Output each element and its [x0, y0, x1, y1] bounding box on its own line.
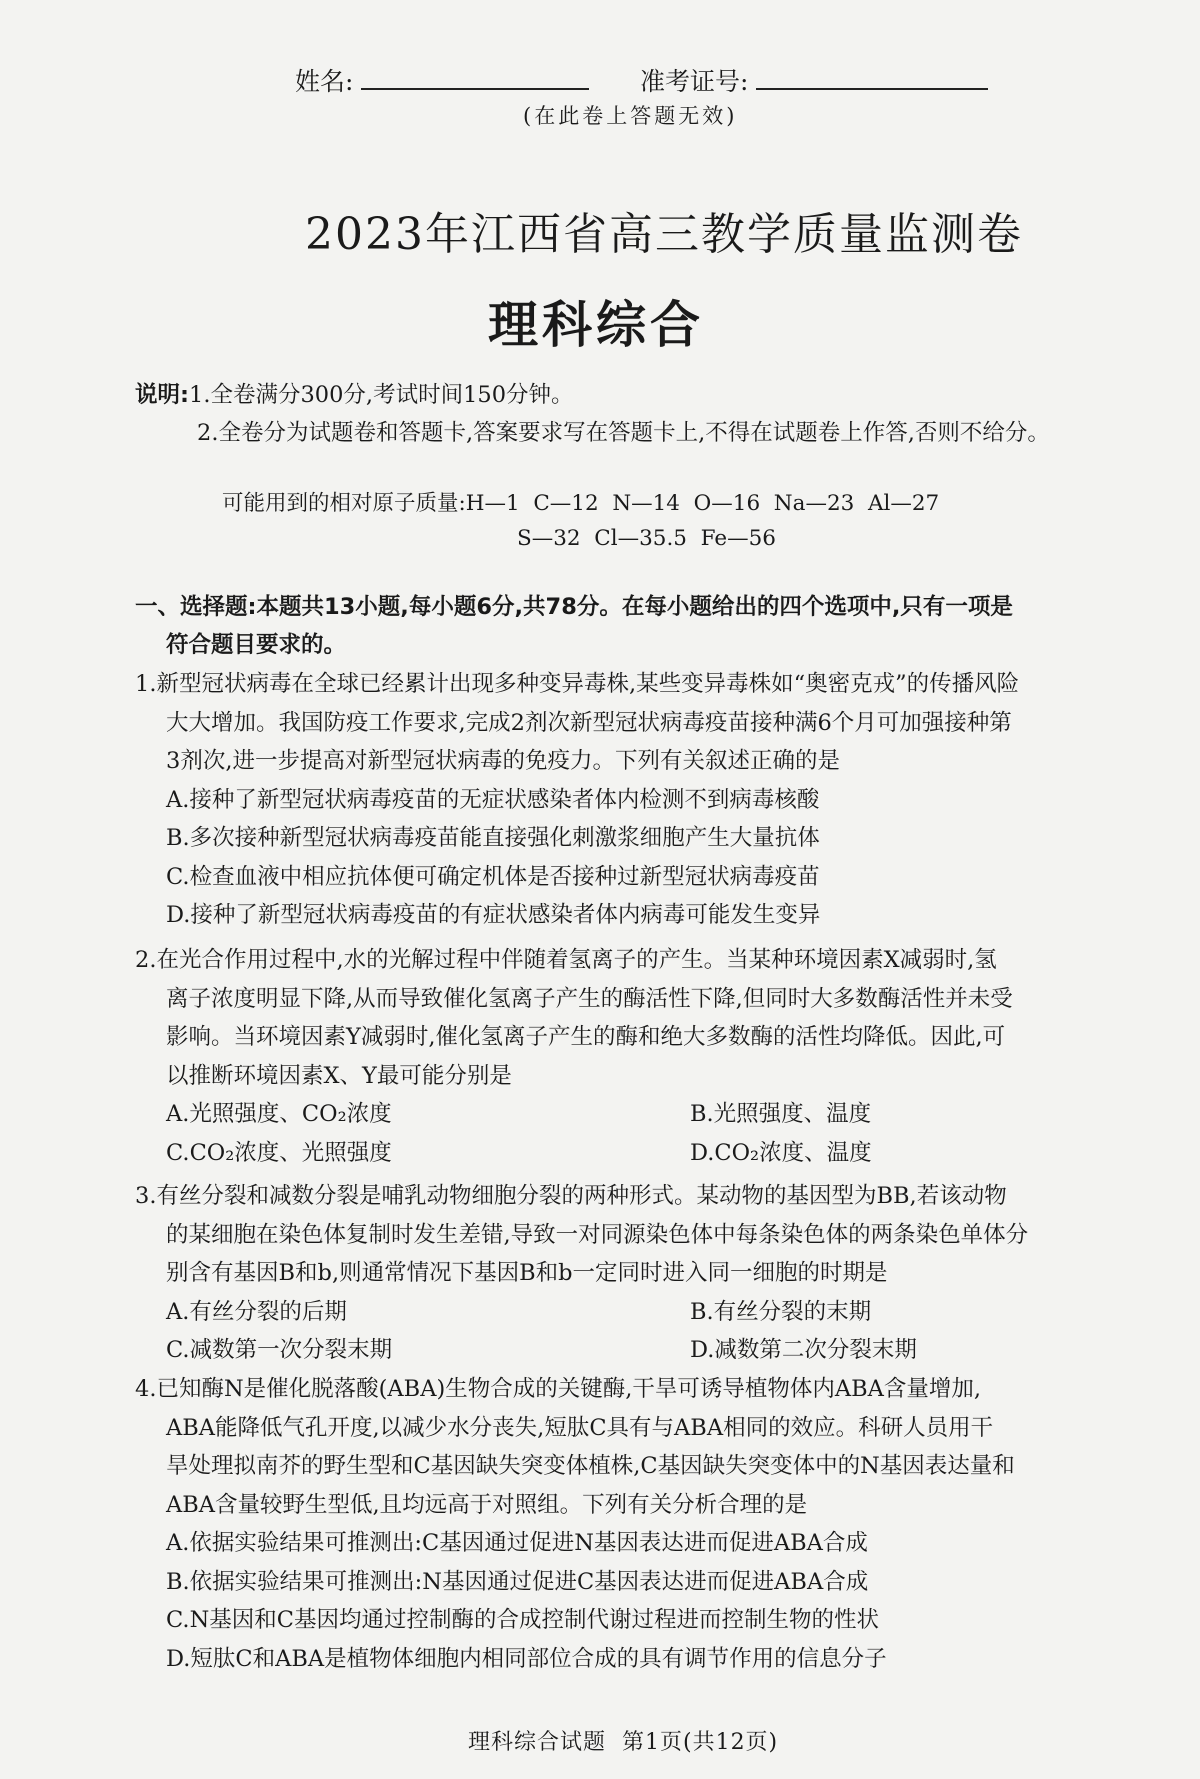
option-row: [135, 1095, 1155, 1134]
instruction-text-1: 1.全卷满分300分,考试时间150分钟。: [189, 382, 574, 408]
instruction-2: 2.全卷分为试题卷和答题卡,答案要求写在答题卡上,不得在试题卷上作答,否则不给分。: [197, 420, 1050, 446]
instruction-1: [135, 376, 574, 414]
page-footer: 理科综合试题 第1页(共12页): [468, 1730, 779, 1755]
option-c: C.N基因和C基因均通过控制酶的合成控制代谢过程进而控制生物的性状: [166, 1607, 879, 1633]
option-b: B.依据实验结果可推测出:N基因通过促进C基因表达进而促进ABA合成: [166, 1568, 869, 1595]
question-stem-line: 影响。当环境因素Y减弱时,催化氢离子产生的酶和绝大多数酶的活性均降低。因此,可: [166, 1024, 1006, 1050]
name-blank: [361, 68, 589, 90]
option-b: B.光照强度、温度: [690, 1101, 872, 1127]
question-stem-line: 4.已知酶N是催化脱落酸(ABA)生物合成的关键酶,干旱可诱导植物体内ABA含量增加,: [135, 1376, 982, 1402]
question-stem-line: 旱处理拟南芥的野生型和C基因缺失突变体植株,C基因缺失突变体中的N基因表达量和: [166, 1453, 1015, 1479]
question-stem-line: 2.在光合作用过程中,水的光解过程中伴随着氢离子的产生。当某种环境因素X减弱时,氢: [135, 947, 997, 973]
question-2: [135, 941, 1155, 1172]
option-row: [135, 1331, 1155, 1370]
option-row: [135, 1134, 1155, 1173]
option-d: D.短肽C和ABA是植物体细胞内相同部位合成的具有调节作用的信息分子: [166, 1645, 887, 1672]
option-a: A.接种了新型冠状病毒疫苗的无症状感染者体内检测不到病毒核酸: [166, 786, 820, 813]
atomic-masses-line-1: 可能用到的相对原子质量:H—1 C—12 N—14 O—16 Na—23 Al—27: [222, 491, 940, 516]
name-field: [295, 62, 589, 98]
question-stem-line: 离子浓度明显下降,从而导致催化氢离子产生的酶活性下降,但同时大多数酶活性并未受: [166, 985, 1013, 1012]
id-field: [640, 62, 988, 98]
question-1: [135, 665, 1155, 935]
option-c: C.减数第一次分裂末期: [166, 1337, 393, 1363]
id-label: 准考证号:: [640, 67, 749, 96]
question-stem-line: 以推断环境因素X、Y最可能分别是: [166, 1062, 512, 1089]
option-d: D.减数第二次分裂末期: [690, 1337, 917, 1363]
option-a: A.依据实验结果可推测出:C基因通过促进N基因表达进而促进ABA合成: [166, 1530, 868, 1556]
question-3: [135, 1177, 1155, 1370]
section-heading: 一、选择题:本题共13小题,每小题6分,共78分。在每小题给出的四个选项中,只有一项是: [135, 594, 1013, 620]
option-b: B.多次接种新型冠状病毒疫苗能直接强化刺激浆细胞产生大量抗体: [166, 825, 820, 851]
option-d: D.CO₂浓度、温度: [690, 1139, 872, 1166]
question-stem-line: 1.新型冠状病毒在全球已经累计出现多种变异毒株,某些变异毒株如“奥密克戎”的传播风险: [135, 671, 1020, 697]
question-stem-line: 的某细胞在染色体复制时发生差错,导致一对同源染色体中每条染色体的两条染色单体分: [166, 1221, 1029, 1248]
id-blank: [756, 68, 988, 90]
name-label: 姓名:: [295, 67, 354, 96]
subject-title: 理科综合: [488, 296, 704, 354]
question-4: [135, 1370, 1155, 1678]
question-stem-line: 大大增加。我国防疫工作要求,完成2剂次新型冠状病毒疫苗接种满6个月可加强接种第: [166, 709, 1012, 736]
question-stem-line: 别含有基因B和b,则通常情况下基因B和b一定同时进入同一细胞的时期是: [166, 1260, 888, 1286]
instruction-label: 说明:: [135, 382, 189, 408]
option-c: C.CO₂浓度、光照强度: [166, 1139, 392, 1166]
question-stem-line: ABA能降低气孔开度,以减少水分丧失,短肽C具有与ABA相同的效应。科研人员用干: [166, 1414, 994, 1441]
bleed-through-text: [130, 140, 136, 164]
answer-notice: (在此卷上答题无效): [523, 104, 738, 128]
option-a: A.光照强度、CO₂浓度: [166, 1101, 392, 1127]
question-stem-line: 3.有丝分裂和减数分裂是哺乳动物细胞分裂的两种形式。某动物的基因型为BB,若该动物: [135, 1183, 1007, 1209]
question-stem-line: ABA含量较野生型低,且均远高于对照组。下列有关分析合理的是: [166, 1491, 808, 1518]
option-c: C.检查血液中相应抗体便可确定机体是否接种过新型冠状病毒疫苗: [166, 863, 820, 890]
question-stem-line: 3剂次,进一步提高对新型冠状病毒的免疫力。下列有关叙述正确的是: [166, 748, 840, 774]
exam-title: 2023年江西省高三教学质量监测卷: [305, 209, 1023, 260]
option-a: A.有丝分裂的后期: [166, 1298, 347, 1325]
atomic-masses-line-2: S—32 Cl—35.5 Fe—56: [517, 526, 776, 551]
option-d: D.接种了新型冠状病毒疫苗的有症状感染者体内病毒可能发生变异: [166, 902, 821, 928]
option-row: [135, 1293, 1155, 1332]
section-heading-2: 符合题目要求的。: [166, 632, 347, 658]
option-b: B.有丝分裂的末期: [690, 1298, 872, 1325]
